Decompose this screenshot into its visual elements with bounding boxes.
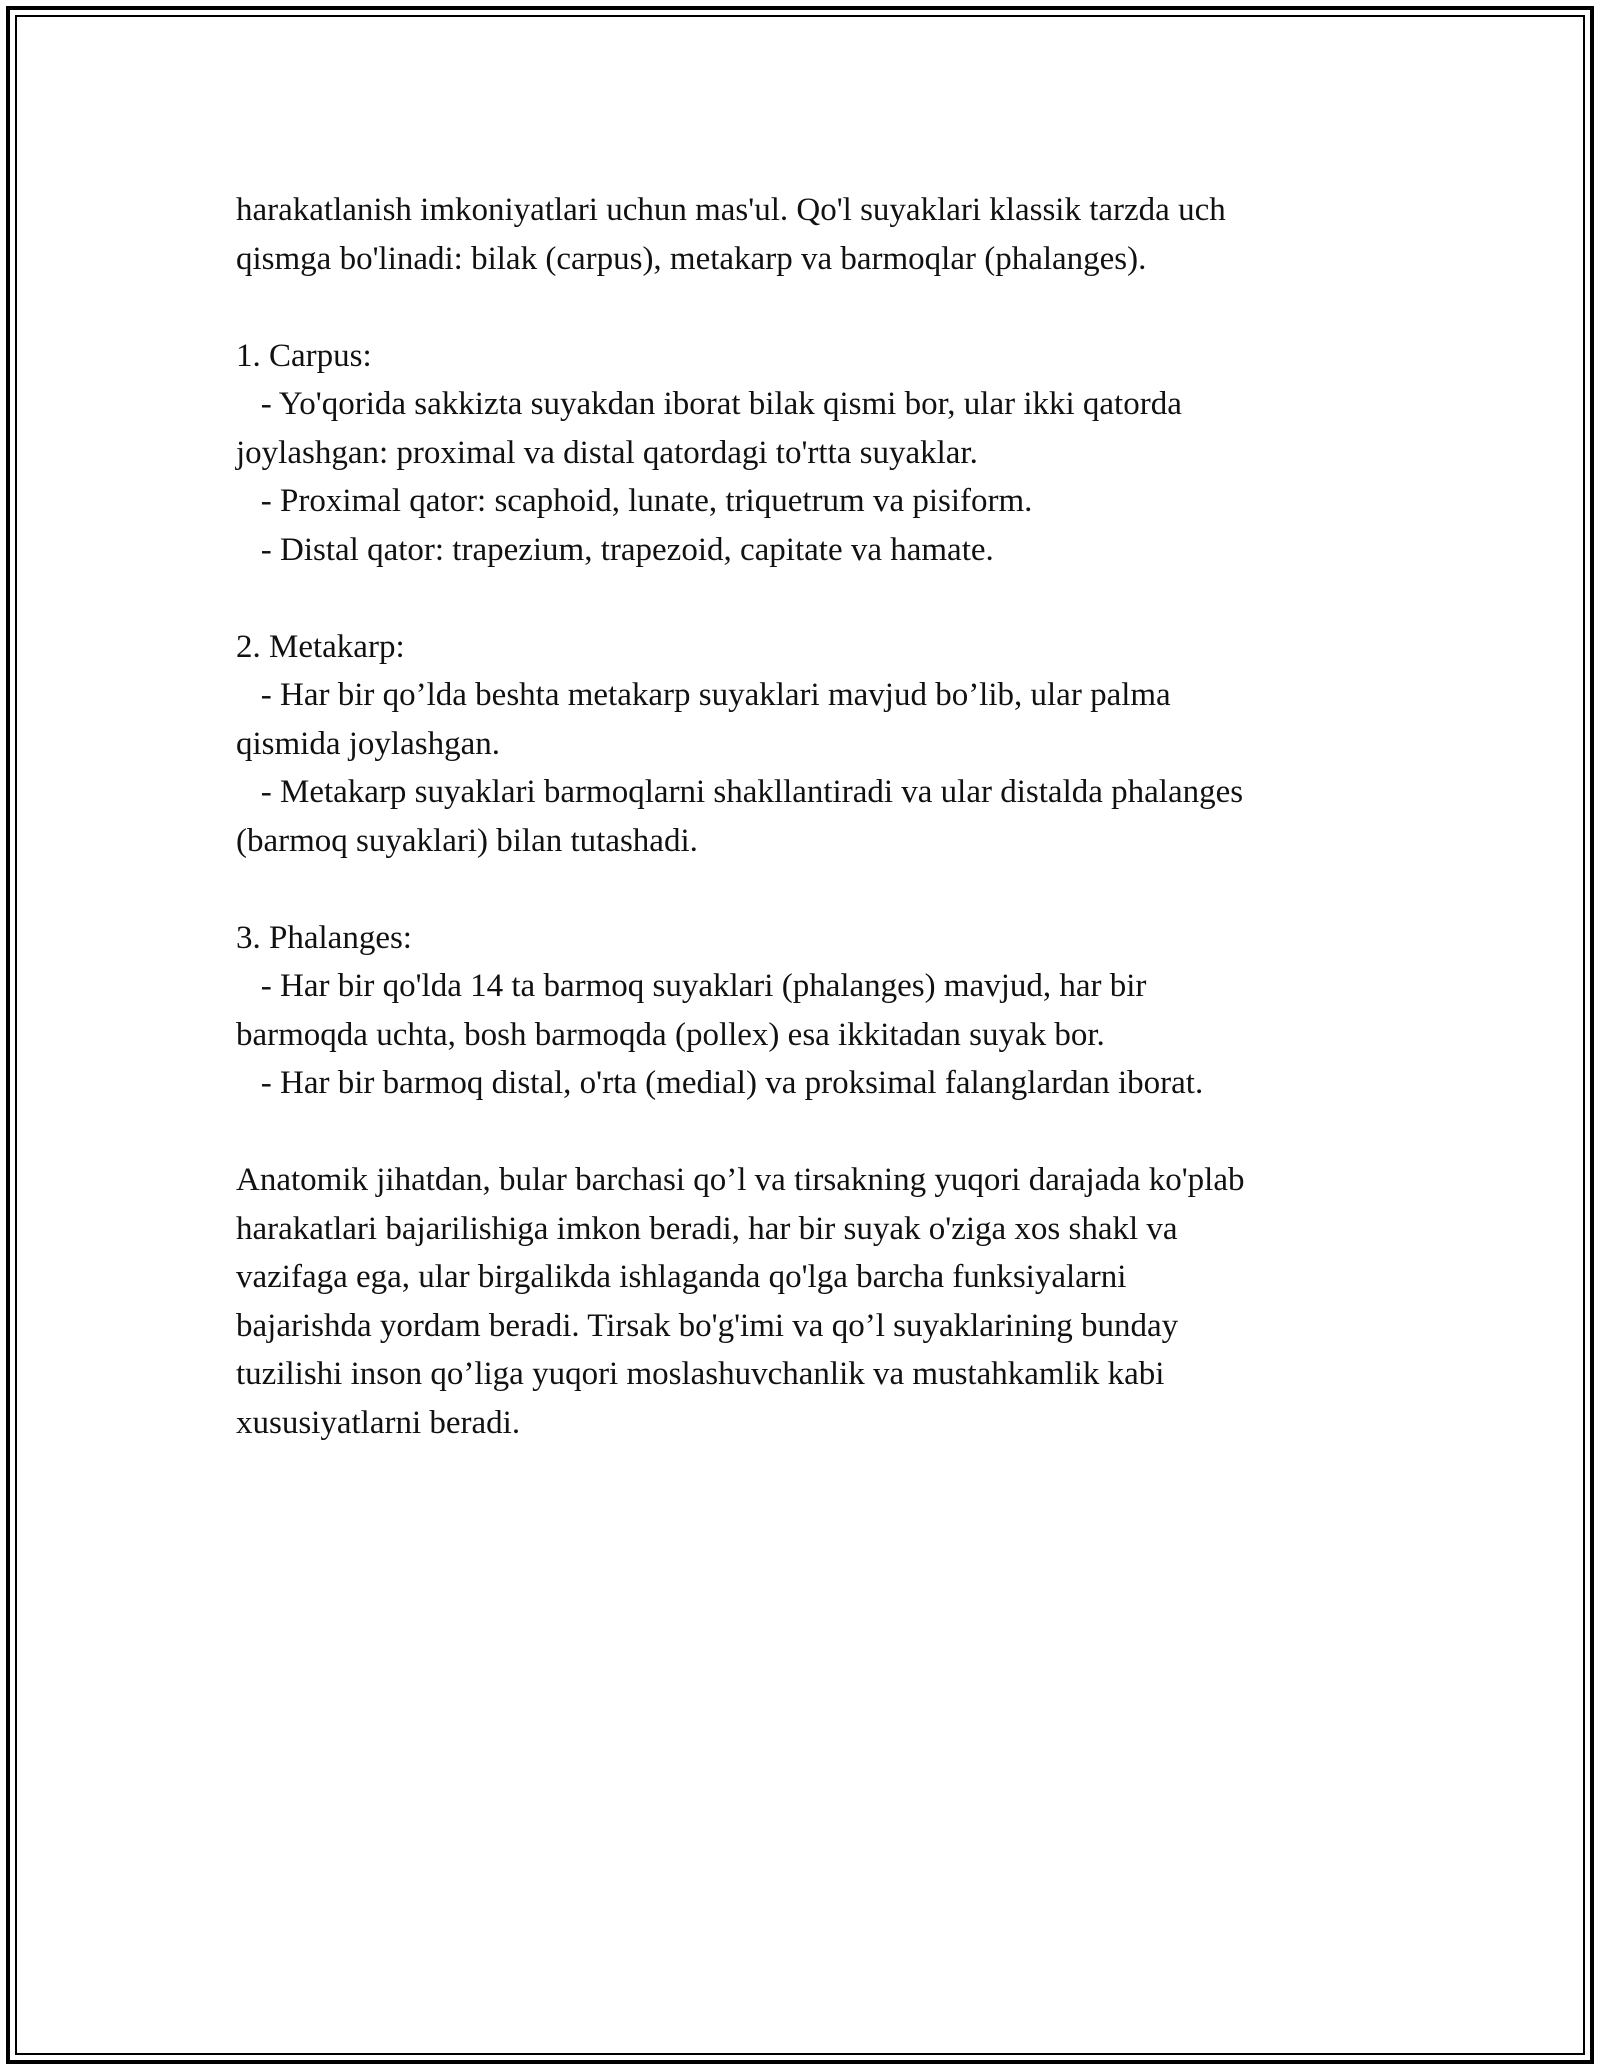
text-line: harakatlanish imkoniyatlari uchun mas'ul. Qo'l suyaklari klassik tarzda uch [236, 192, 1226, 228]
document-body [236, 186, 1376, 1447]
text-line: Anatomik jihatdan, bular barchasi qo’l va tirsakning yuqori darajada ko'plab [236, 1162, 1245, 1198]
text-line: bajarishda yordam beradi. Tirsak bo'g'imi va qo’l suyaklarining bunday [236, 1307, 1179, 1344]
blank-line [236, 574, 1376, 623]
text-line: tuzilishi inson qo’liga yuqori moslashuvchanlik va mustahkamlik kabi [236, 1356, 1165, 1392]
text-line: barmoqda uchta, bosh barmoqda (pollex) esa ikkitadan suyak bor. [236, 1016, 1105, 1053]
blank-line [236, 1108, 1376, 1157]
text-line: - Proximal qator: scaphoid, lunate, triquetrum va pisiform. [236, 483, 1033, 519]
text-line: - Har bir qo’lda beshta metakarp suyaklari mavjud bo’lib, ular palma [236, 677, 1171, 713]
text-line: xususiyatlarni beradi. [236, 1404, 521, 1441]
section-heading-metakarp: 2. Metakarp: [236, 628, 405, 665]
blank-line [236, 865, 1376, 914]
text-line: - Metakarp suyaklari barmoqlarni shakllantiradi va ular distalda phalanges [236, 774, 1244, 810]
section-heading-phalanges: 3. Phalanges: [236, 919, 412, 956]
text-line: joylashgan: proximal va distal qatordagi to'rtta suyaklar. [236, 434, 978, 471]
text-line: - Har bir barmoq distal, o'rta (medial) va proksimal falanglardan iborat. [236, 1065, 1204, 1101]
text-line: vazifaga ega, ular birgalikda ishlaganda qo'lga barcha funksiyalarni [236, 1259, 1127, 1295]
section-heading-carpus: 1. Carpus: [236, 337, 372, 374]
text-line: qismida joylashgan. [236, 725, 500, 762]
text-line: - Har bir qo'lda 14 ta barmoq suyaklari (phalanges) mavjud, har bir [236, 968, 1147, 1004]
blank-line [236, 283, 1376, 332]
text-line: qismga bo'linadi: bilak (carpus), metakarp va barmoqlar (phalanges). [236, 240, 1147, 277]
text-line: - Yo'qorida sakkizta suyakdan iborat bilak qismi bor, ular ikki qatorda [236, 386, 1182, 422]
text-line: - Distal qator: trapezium, trapezoid, capitate va hamate. [236, 531, 994, 568]
text-line: (barmoq suyaklari) bilan tutashadi. [236, 822, 698, 859]
text-line: harakatlari bajarilishiga imkon beradi, har bir suyak o'ziga xos shakl va [236, 1210, 1178, 1247]
